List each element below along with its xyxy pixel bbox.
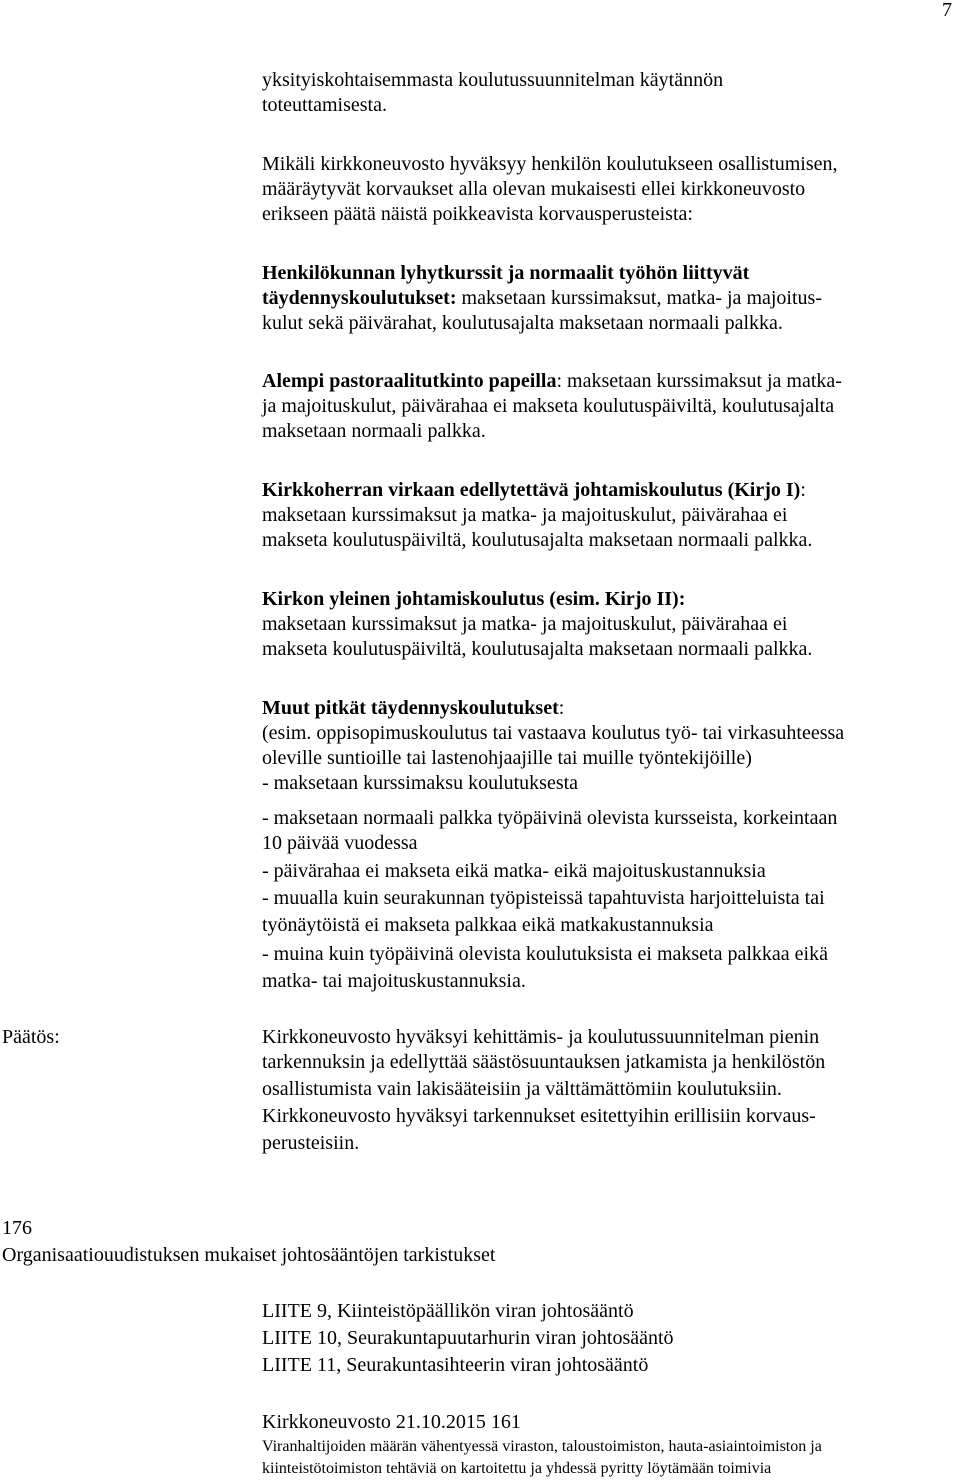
muut-heading-line <box>262 696 960 720</box>
muut-line-5: 10 päivää vuodessa <box>262 832 418 854</box>
para1-line-1: Mikäli kirkkoneuvosto hyväksyy henkilön koulutukseen osallistumisen, <box>262 153 838 175</box>
paatos-line-4: Kirkkoneuvosto hyväksyi tarkennukset esitettyihin erillisiin korvaus- <box>262 1105 816 1127</box>
note-line-1: Viranhaltijoiden määrän vähentyessä viraston, taloustoimiston, hauta-asiaintoimiston ja <box>262 1438 822 1455</box>
para1-line-2: määräytyvät korvaukset alla olevan mukaisesti ellei kirkkoneuvosto <box>262 178 806 200</box>
paatos-line-2: tarkennuksin ja edellyttää säästösuuntauksen jatkamista ja henkilöstön <box>262 1051 826 1073</box>
alempi-line-3: maksetaan normaali palkka. <box>262 420 486 442</box>
section-number: 176 <box>2 1217 32 1239</box>
paatos-label: Päätös: <box>2 1026 60 1048</box>
muut-line-10: matka- tai majoituskustannuksia. <box>262 970 526 992</box>
attachment-item: LIITE 9, Kiinteistöpäällikön viran johtosääntö <box>262 1300 634 1322</box>
alempi-line-1-text: : maksetaan kurssimaksut ja matka- <box>556 370 842 392</box>
alempi-line-1 <box>262 369 960 393</box>
muut-heading: Muut pitkät täydennyskoulutukset <box>262 697 559 719</box>
muut-line-1: (esim. oppisopimuskoulutus tai vastaava koulutus työ- tai virkasuhteessa <box>262 722 845 744</box>
muut-line-8: työnäytöistä ei makseta palkkaa eikä matkakustannuksia <box>262 914 714 936</box>
kirjo1-line-3: makseta koulutuspäiviltä, koulutusajalta maksetaan normaali palkka. <box>262 529 813 551</box>
lyhyt-line-2 <box>262 286 960 310</box>
page-number: 7 <box>942 0 952 21</box>
note-line-2: kiinteistötoimiston tehtäviä on kartoitettu ja yhdessä pyritty löytämään toimivia <box>262 1460 772 1477</box>
kirjo2-line-3: makseta koulutuspäiviltä, koulutusajalta maksetaan normaali palkka. <box>262 638 813 660</box>
muut-line-9: - muina kuin työpäivinä olevista koulutuksista ei makseta palkkaa eikä <box>262 943 828 965</box>
kirjo1-heading: Kirkkoherran virkaan edellytettävä johtamiskoulutus (Kirjo I) <box>262 479 801 501</box>
reference-line <box>262 1410 960 1434</box>
alempi-heading: Alempi pastoraalitutkinto papeilla <box>262 370 557 392</box>
attachment-item: LIITE 10, Seurakuntapuutarhurin viran johtosääntö <box>262 1327 674 1349</box>
reference-text: Kirkkoneuvosto 21.10.2015 <box>262 1411 491 1433</box>
muut-line-2: oleville suntioille tai lastenohjaajille tai muille työntekijöille) <box>262 747 752 769</box>
paatos-line-5: perusteisiin. <box>262 1132 360 1154</box>
alempi-line-2: ja majoituskulut, päivärahaa ei makseta koulutuspäiviltä, koulutusajalta <box>262 395 835 417</box>
paatos-line-1: Kirkkoneuvosto hyväksyi kehittämis- ja koulutussuunnitelman pienin <box>262 1026 820 1048</box>
paatos-line-3: osallistumista vain lakisääteisiin ja välttämättömiin koulutuksiin. <box>262 1078 782 1100</box>
section-title: Organisaatiouudistuksen mukaiset johtosääntöjen tarkistukset <box>2 1244 496 1266</box>
para1-line-3: erikseen päätä näistä poikkeavista korvausperusteista: <box>262 203 693 225</box>
lyhyt-heading-line-1: Henkilökunnan lyhytkurssit ja normaalit työhön liittyvät <box>262 262 750 284</box>
intro-line-1: yksityiskohtaisemmasta koulutussuunnitelman käytännön <box>262 69 724 91</box>
muut-line-6: - päivärahaa ei makseta eikä matka- eikä majoituskustannuksia <box>262 860 766 882</box>
lyhyt-heading-line-2: täydennyskoulutukset: <box>262 287 457 309</box>
kirjo2-line-2: maksetaan kurssimaksut ja matka- ja majoituskulut, päivärahaa ei <box>262 613 788 635</box>
reference-number: 161 <box>490 1411 521 1433</box>
lyhyt-line-3: kulut sekä päivärahat, koulutusajalta maksetaan normaali palkka. <box>262 312 783 334</box>
kirjo1-line-1 <box>262 478 960 502</box>
lyhyt-line-2-text: maksetaan kurssimaksut, matka- ja majoitus- <box>456 287 822 309</box>
attachment-item: LIITE 11, Seurakuntasihteerin viran johtosääntö <box>262 1354 649 1376</box>
muut-heading-suffix: : <box>558 697 565 719</box>
intro-line-2: toteuttamisesta. <box>262 94 387 116</box>
muut-line-4: - maksetaan normaali palkka työpäivinä olevista kursseista, korkeintaan <box>262 807 838 829</box>
kirjo2-heading: Kirkon yleinen johtamiskoulutus (esim. Kirjo II): <box>262 588 686 610</box>
kirjo1-heading-suffix: : <box>800 479 806 501</box>
muut-line-3: - maksetaan kurssimaksu koulutuksesta <box>262 772 579 794</box>
muut-line-7: - muualla kuin seurakunnan työpisteissä tapahtuvista harjoitteluista tai <box>262 887 825 909</box>
kirjo1-line-2: maksetaan kurssimaksut ja matka- ja majoituskulut, päivärahaa ei <box>262 504 788 526</box>
